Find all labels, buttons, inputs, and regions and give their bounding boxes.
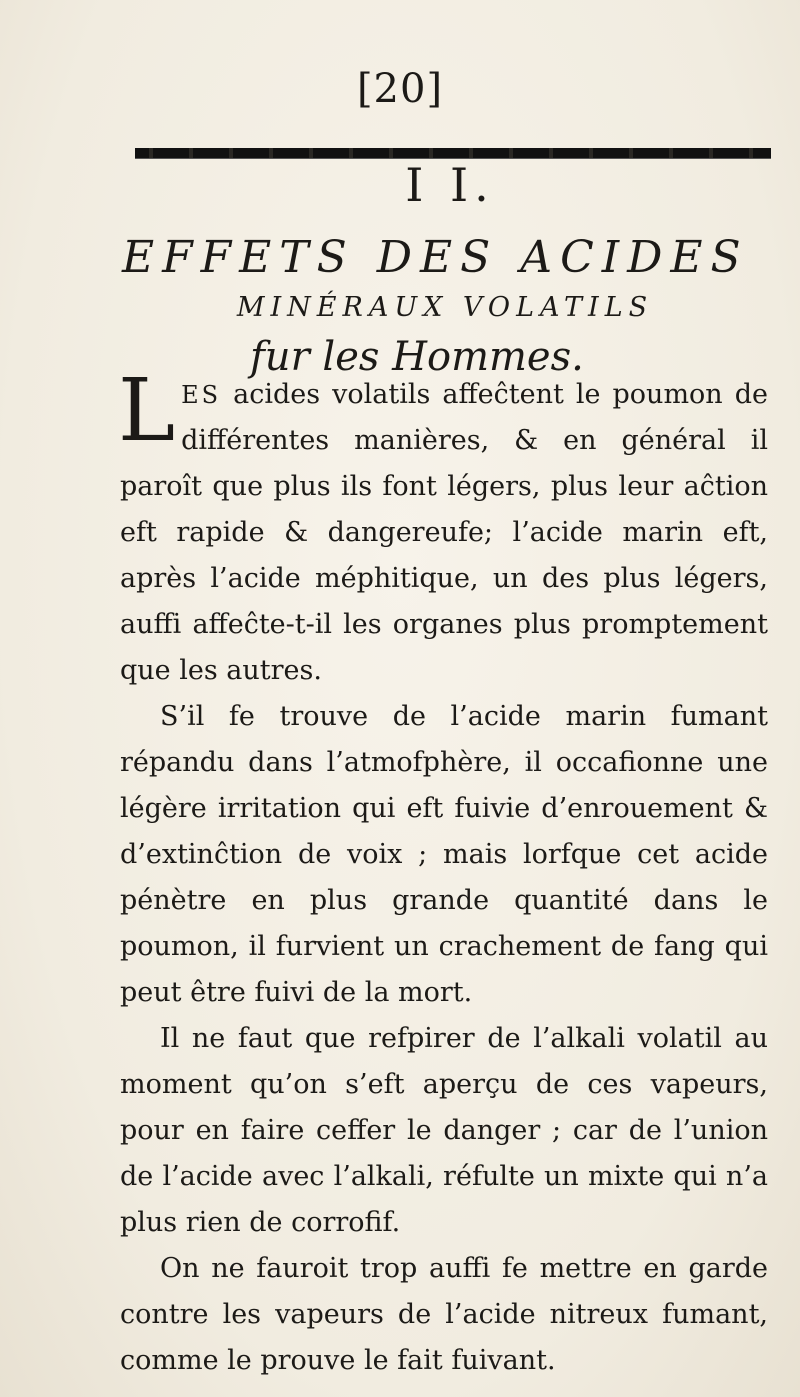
section-number: I I. [405,158,495,212]
paragraph-4: On ne fauroit trop auffi fe mettre en garde contre les vapeurs de l’acide nitreux fumant, comme le prouve le fait fuivant. [120,1253,768,1376]
paragraph-3: Il ne faut que refpirer de l’alkali volatil au moment qu’on s’eft aperçu de ces vapeurs, pour en faire ceffer le danger ; car de l’union de l’acide avec l’alkali, réfulte un mixte qui n’a plus rien de corrofif. [120,1023,768,1238]
paragraph-2: S’il fe trouve de l’acide marin fumant répandu dans l’atmofphère, il occafionne une légère irritation qui eft fuivie d’enrouement & d’extinĉtion de voix ; mais lorfque cet acide pénètre en plus grande quantité dans le poumon, il furvient un crachement de fang qui peut être fuivi de la mort. [120,701,768,1008]
page-number: [20] [356,66,444,112]
chapter-title: EFFETS DES ACIDES [122,232,749,283]
chapter-subtitle: MINÉRAUX VOLATILS [236,292,654,323]
paragraph-1 [118,361,768,694]
drop-cap: L [118,361,176,461]
paragraph-1-text: acides volatils affeĉtent le poumon de différentes manières, & en général il paroît que plus ils font légers, plus leur aĉtion eft rapide & dangereufe; l’acide marin eft, après l’acide méphitique, un des plus légers, auffi affeĉte-t-il les organes plus promptement que les autres. [120,379,768,686]
chapter-subtitle-2: fur les Hommes. [250,334,584,380]
first-word-rest: ES [181,381,222,409]
body-text [118,361,768,1384]
